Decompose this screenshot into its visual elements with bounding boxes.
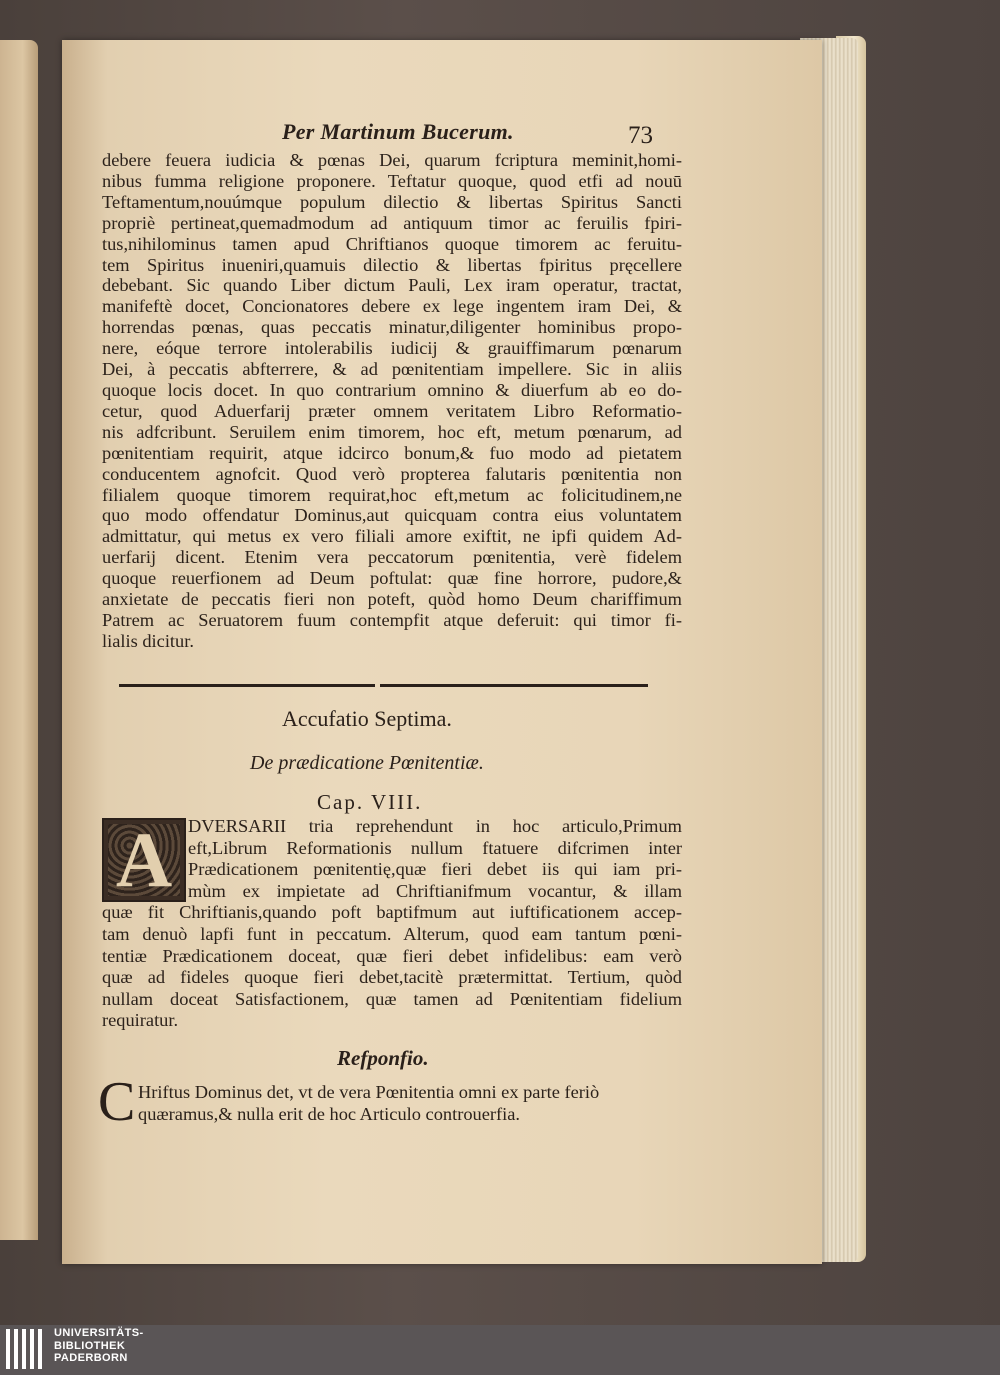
response-title: Refponfio.: [337, 1046, 429, 1070]
text-line: conducentem agnofcit. Quod verò propterea falutaris pœnitentia non: [102, 463, 682, 484]
text-line: nibus fumma religione proponere. Teftatur quoque, quod etfi ad nouū: [102, 170, 682, 191]
text-line: uerfarij dicent. Etenim vera peccatorum pœnitentia, verè fidelem: [102, 547, 682, 568]
text-line: nere, eóque terrore intolerabilis iudicij & grauiffimarum pœnarum: [102, 338, 682, 359]
page-number: 73: [628, 122, 653, 149]
section-subtitle: De prædicatione Pœnitentiæ.: [250, 752, 484, 774]
text-line: pœnitentiam requirit, atque idcirco bonum,& fuo modo ad pietatem: [102, 442, 682, 463]
paragraph-3: [138, 1081, 682, 1125]
logo-line-1: UNIVERSITÄTS-: [54, 1327, 144, 1339]
paragraph-2: [102, 816, 682, 1032]
library-logo-text: [54, 1327, 144, 1365]
section-title: Accufatio Septima.: [282, 706, 452, 731]
running-head: Per Martinum Bucerum.: [282, 119, 514, 144]
text-line: Patrem ac Seruatorem fuum contempfit atque deferuit: qui timor fi-: [102, 609, 682, 630]
text-line: quoque reuerfionem ad Deum poftulat: quæ fine horrore, pudore,&: [102, 568, 682, 589]
text-line: tentiæ Prædicationem doceat, quæ fieri debet infidelibus: eam verò: [102, 945, 682, 966]
book-page: [62, 40, 822, 1264]
text-line: Hriftus Dominus det, vt de vera Pœnitentia omni ex parte feriò: [138, 1082, 600, 1102]
text-line: quo modo offendatur Dominus,aut quicquam contra eius voluntatem: [102, 505, 682, 526]
text-line: Teftamentum,nouúmque populum dilectio & libertas Spiritus Sancti: [102, 191, 682, 212]
text-line: DVERSARII tria reprehendunt in hoc articulo,Primum: [188, 816, 682, 836]
text-line: quæ fit Chriftianis,quando poft baptifmum aut iuftificationem accep-: [102, 902, 682, 923]
divider-rule-right: [380, 684, 648, 687]
facing-page-edge: [0, 40, 38, 1240]
text-line: admittatur, qui metus ex vero filiali amore exiftit, ne ipfi quidem Ad-: [102, 526, 682, 547]
text-line: lialis dicitur.: [102, 630, 194, 651]
text-line: Dei, à peccatis abfterrere, & ad pœnitentiam impellere. Sic in aliis: [102, 359, 682, 380]
response-initial: C: [98, 1071, 136, 1133]
library-logo-icon: [6, 1329, 46, 1369]
text-line: nis adfcribunt. Seruilem enim timorem, hoc eft, metum pœnarum, ad: [102, 421, 682, 442]
text-line: propriè pertineat,quemadmodum ad antiquum timor ac feruilis fpiri-: [102, 212, 682, 233]
text-line: debebant. Sic quando Liber dictum Pauli, Lex iram operatur, tractat,: [102, 275, 682, 296]
chapter-heading: Cap. VIII.: [317, 790, 423, 814]
paragraph-1: [102, 150, 682, 652]
logo-line-3: PADERBORN: [54, 1352, 128, 1364]
text-line: tem Spiritus inueniri,quamuis dilectio & libertas fpiritus pręcellere: [102, 254, 682, 275]
text-line: nullam doceat Satisfactionem, quæ tamen ad Pœnitentiam fidelium: [102, 988, 682, 1009]
text-line: Prædicationem pœnitentię,quæ fieri debet iis qui iam pri-: [188, 859, 682, 880]
text-line: tam denuò lapfi funt in peccatum. Alterum, quod eam tantum pœni-: [102, 923, 682, 944]
text-line: requiratur.: [102, 1010, 179, 1031]
text-line: debere feuera iudicia & pœnas Dei, quarum fcriptura meminit,homi-: [102, 150, 682, 170]
text-line: tus,nihilominus tamen apud Chriftianos quoque timorem ac feruitu-: [102, 233, 682, 254]
text-line: quæramus,& nulla erit de hoc Articulo controuerfia.: [138, 1104, 521, 1124]
text-line: quæ ad fideles quoque fieri debet,tacitè prætermittat. Tertium, quòd: [102, 967, 682, 988]
text-line: manifeftè docet, Concionatores debere ex lege ingentem iram Dei, &: [102, 296, 682, 317]
text-line: eft,Librum Reformationis nullum ftatuere difcrimen inter: [188, 837, 682, 858]
library-footer: [0, 1325, 1000, 1375]
text-line: anxietate de peccatis fieri non poteft, quòd homo Deum chariffimum: [102, 589, 682, 610]
logo-line-2: BIBLIOTHEK: [54, 1339, 126, 1352]
decorated-initial-letter: A: [115, 816, 173, 903]
text-line: mùm ex impietate ad Chriftianifmum vocantur, & illam: [188, 880, 682, 901]
text-line: horrendas pœnas, quas peccatis minatur,diligenter hominibus propo-: [102, 317, 682, 338]
text-line: filialem quoque timorem requirat,hoc eft,metum ac folicitudinem,ne: [102, 484, 682, 505]
text-line: quoque locis docet. In quo contrarium omnino & diuerfum ab eo do-: [102, 379, 682, 400]
divider-rule-left: [119, 684, 375, 687]
text-line: cetur, quod Aduerfarij præter omnem veritatem Libro Reformatio-: [102, 400, 682, 421]
